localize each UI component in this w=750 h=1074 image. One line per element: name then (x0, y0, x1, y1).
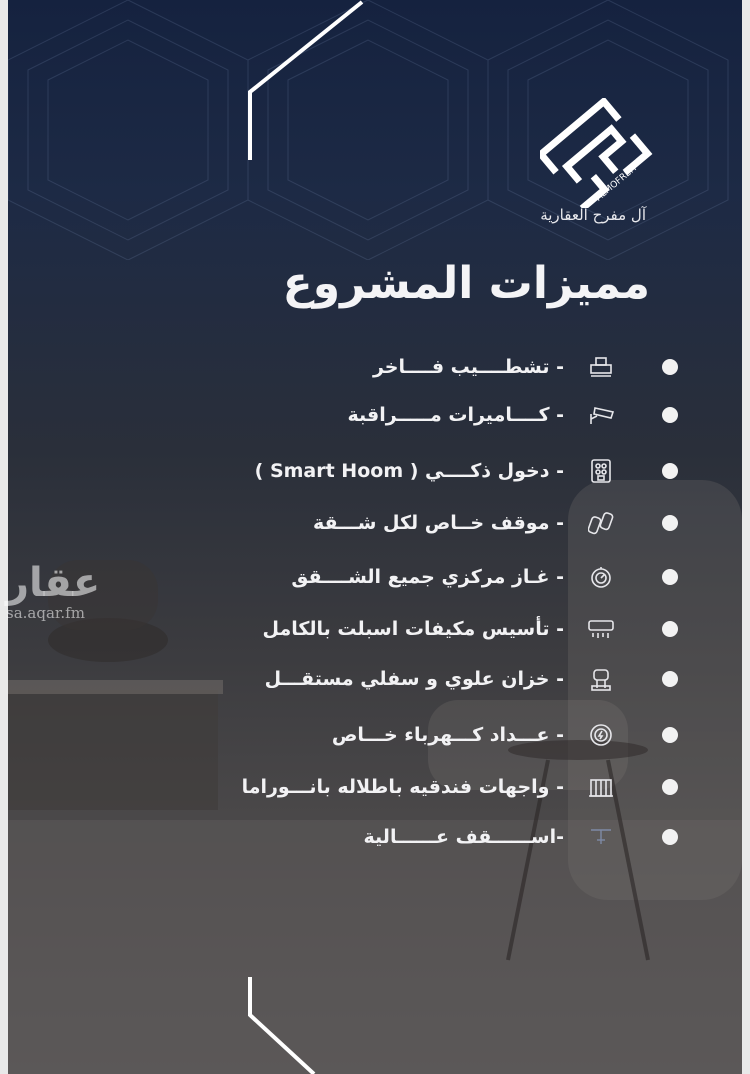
bullet-dot (662, 407, 678, 423)
bullet-dot (662, 569, 678, 585)
feature-row (158, 718, 678, 752)
furniture-icon (586, 354, 616, 380)
feature-text: - خزان علوي و سفلي مستقـــل (264, 668, 564, 690)
feature-text: - تشطــــيب فــــاخر (372, 356, 564, 378)
water-tank-icon (586, 666, 616, 692)
smart-lock-icon (586, 458, 616, 484)
feature-text: - واجهات فندقيه باطلاله بانـــوراما (241, 776, 564, 798)
bullet-dot (662, 779, 678, 795)
aqar-watermark (6, 560, 100, 622)
bullet-dot (662, 463, 678, 479)
feature-text: - دخول ذكــــي ( Smart Hoom ) (254, 460, 564, 482)
company-name: آل مفرح العقارية (540, 206, 646, 224)
feature-text: - عـــداد كـــهرباء خـــاص (331, 724, 564, 746)
bullet-dot (662, 829, 678, 845)
logo-latin-text: ALMOFREH (594, 163, 639, 204)
feature-row (158, 560, 678, 594)
feature-row (158, 662, 678, 696)
feature-row (158, 770, 678, 804)
feature-text: - تأسيس مكيفات اسبلت بالكامل (262, 618, 564, 640)
watermark-arabic: عقار (6, 560, 101, 606)
features-poster (8, 0, 742, 1074)
feature-row (158, 506, 678, 540)
cctv-camera-icon (586, 402, 616, 428)
watermark-domain: sa.aqar.fm (6, 604, 85, 622)
electric-meter-icon (586, 722, 616, 748)
feature-text: - غـاز مركزي جميع الشــــقق (291, 566, 564, 588)
feature-row (158, 454, 678, 488)
feature-row (158, 350, 678, 384)
feature-row (158, 398, 678, 432)
almofreh-logo (540, 98, 660, 208)
bullet-dot (662, 727, 678, 743)
feature-text: - كــــاميرات مـــــراقبة (347, 404, 564, 426)
feature-row (158, 612, 678, 646)
gas-meter-icon (586, 564, 616, 590)
top-frame-line (244, 0, 364, 170)
left-page-margin (0, 0, 8, 1074)
page-title: مميزات المشروع (282, 258, 650, 309)
parking-cars-icon (586, 510, 616, 536)
feature-row (158, 820, 678, 854)
bottom-frame-line (244, 975, 364, 1074)
bullet-dot (662, 515, 678, 531)
feature-text: - موقف خــاص لكل شـــقة (313, 512, 564, 534)
bullet-dot (662, 359, 678, 375)
building-facade-icon (586, 774, 616, 800)
bullet-dot (662, 671, 678, 687)
ceiling-icon (586, 824, 616, 850)
feature-text: -اســــــقف عــــــالية (363, 826, 564, 848)
air-conditioner-icon (586, 616, 616, 642)
right-page-margin (742, 0, 750, 1074)
bullet-dot (662, 621, 678, 637)
